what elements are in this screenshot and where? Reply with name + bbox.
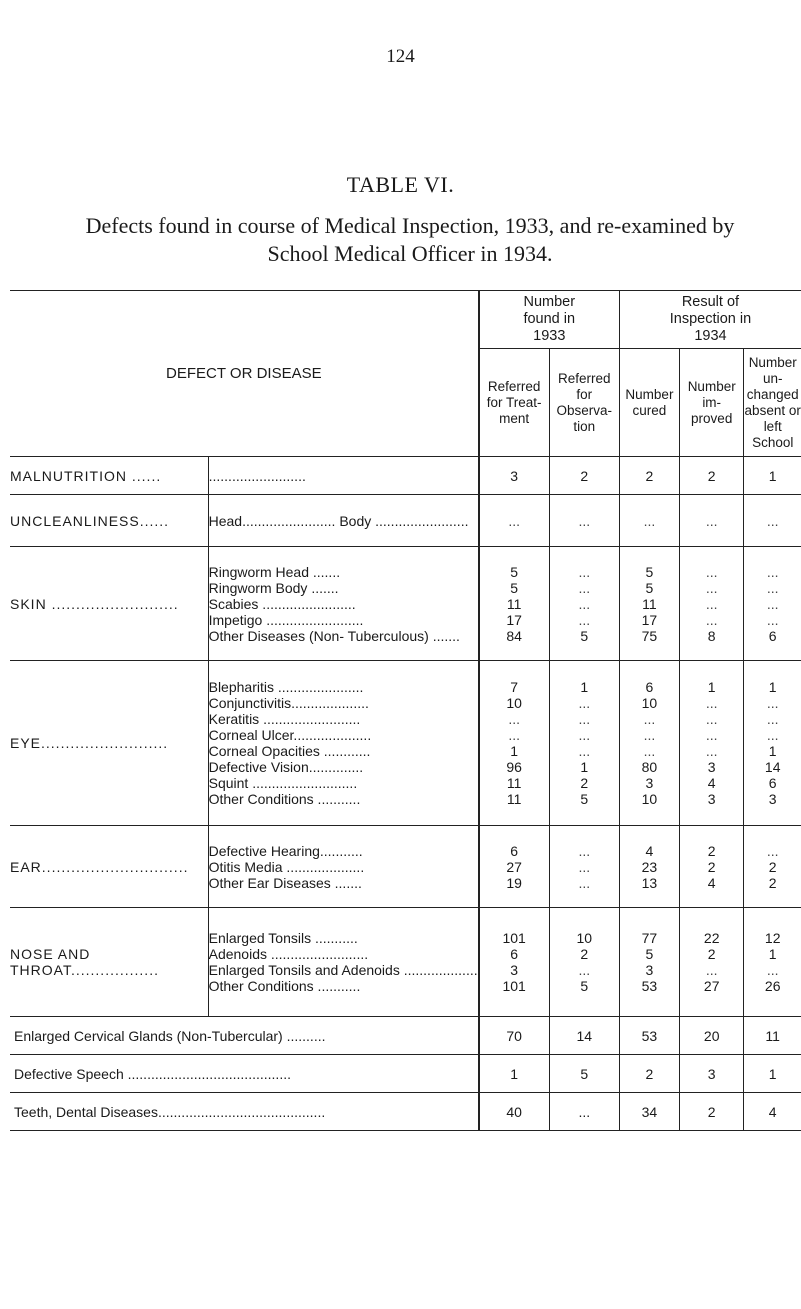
- header-number-cured: Number cured: [619, 349, 679, 457]
- value-cell: 22: [703, 930, 720, 946]
- value-column-0: [479, 495, 550, 547]
- value-column-3: [679, 908, 743, 1017]
- defect-label: Otitis Media ....................: [208, 858, 365, 875]
- value-cell: 11: [506, 791, 522, 807]
- value-cell: 20: [679, 1017, 743, 1055]
- value-cell: 17: [641, 611, 658, 628]
- value-cell: ...: [643, 711, 656, 727]
- section-row: [10, 908, 801, 1017]
- section-row: [10, 495, 801, 547]
- value-column-0: [479, 826, 550, 908]
- defect-label: Ringworm Head .......: [208, 563, 341, 580]
- value-cell: 2: [645, 467, 654, 484]
- value-cell: ...: [766, 727, 779, 743]
- defect-labels: [208, 826, 479, 908]
- defect-label: Squint ...........................: [208, 775, 358, 791]
- value-cell: 3: [510, 467, 519, 484]
- value-column-2: [619, 547, 679, 661]
- value-cell: 26: [764, 978, 781, 994]
- value-cell: 101: [502, 978, 526, 994]
- header-number-improved: Number im- proved: [679, 349, 743, 457]
- value-cell: ...: [705, 579, 718, 596]
- full-row-label: Enlarged Cervical Glands (Non-Tubercular) ..........: [10, 1017, 479, 1055]
- value-cell: ...: [705, 695, 718, 711]
- value-cell: 3: [645, 775, 654, 791]
- value-cell: ...: [578, 743, 591, 759]
- value-cell: ...: [578, 874, 591, 891]
- defect-label: Impetigo .........................: [208, 611, 364, 628]
- value-cell: 40: [479, 1093, 550, 1131]
- value-cell: 2: [580, 467, 589, 484]
- value-column-1: [549, 661, 619, 826]
- value-cell: 14: [764, 759, 781, 775]
- section-name: EYE..........................: [10, 661, 208, 826]
- value-cell: ...: [578, 611, 591, 628]
- value-cell: ...: [578, 579, 591, 596]
- defect-label: Adenoids .........................: [208, 946, 369, 962]
- value-cell: 101: [502, 930, 526, 946]
- value-cell: 70: [479, 1017, 550, 1055]
- value-column-4: [744, 457, 801, 495]
- value-cell: 75: [641, 627, 658, 644]
- value-cell: 2: [707, 946, 716, 962]
- value-cell: 3: [645, 962, 654, 978]
- defect-label: Enlarged Tonsils and Adenoids ...................: [208, 962, 478, 978]
- value-cell: 5: [645, 579, 654, 596]
- section-name: EAR..............................: [10, 826, 208, 908]
- value-cell: ...: [705, 611, 718, 628]
- header-defect-column: DEFECT OR DISEASE: [10, 291, 479, 457]
- value-cell: 3: [707, 791, 716, 807]
- value-cell: 11: [642, 595, 657, 612]
- value-cell: 4: [744, 1093, 801, 1131]
- value-cell: 84: [506, 627, 522, 644]
- value-cell: 2: [679, 1093, 743, 1131]
- value-column-4: [744, 826, 801, 908]
- section-row: [10, 661, 801, 826]
- value-cell: 1: [768, 946, 777, 962]
- value-cell: ...: [705, 711, 718, 727]
- value-cell: ...: [705, 962, 718, 978]
- section-name: SKIN ..........................: [10, 547, 208, 661]
- value-cell: 34: [619, 1093, 679, 1131]
- value-cell: 23: [641, 858, 658, 875]
- value-cell: 13: [641, 874, 658, 891]
- full-row: [10, 1055, 801, 1093]
- value-cell: 3: [510, 962, 519, 978]
- value-cell: ...: [766, 595, 779, 612]
- value-cell: 10: [576, 930, 593, 946]
- value-cell: ...: [578, 962, 591, 978]
- value-cell: 1: [707, 679, 716, 695]
- defect-label: .........................: [208, 467, 306, 484]
- header-result: Result of Inspection in 1934: [619, 291, 801, 349]
- full-row-label: Defective Speech ..........................................: [10, 1055, 479, 1093]
- defect-label: Corneal Ulcer....................: [208, 727, 372, 743]
- header-number-found: Number found in 1933: [479, 291, 620, 349]
- value-column-2: [619, 457, 679, 495]
- value-cell: 6: [510, 946, 519, 962]
- value-cell: ...: [766, 611, 779, 628]
- value-cell: 27: [506, 858, 522, 875]
- value-column-4: [744, 661, 801, 826]
- value-cell: ...: [578, 711, 591, 727]
- value-cell: 10: [506, 695, 522, 711]
- full-row: [10, 1093, 801, 1131]
- value-column-3: [679, 495, 743, 547]
- value-cell: ...: [578, 563, 591, 580]
- value-cell: 19: [506, 874, 522, 891]
- value-cell: ...: [508, 727, 520, 743]
- value-cell: ...: [578, 595, 591, 612]
- value-cell: ...: [578, 858, 591, 875]
- table-subtitle: Defects found in course of Medical Inspection, 1933, and re-examined by School Medical Officer in 1934.: [85, 213, 735, 266]
- value-cell: 2: [619, 1055, 679, 1093]
- value-cell: 6: [768, 775, 777, 791]
- section-name: MALNUTRITION ......: [10, 457, 208, 495]
- value-cell: 6: [768, 627, 777, 644]
- value-column-0: [479, 457, 550, 495]
- value-cell: 2: [707, 858, 716, 875]
- defect-labels: [208, 908, 479, 1017]
- value-cell: ...: [705, 727, 718, 743]
- defect-label: Conjunctivitis....................: [208, 695, 369, 711]
- defect-label: Scabies ........................: [208, 595, 356, 612]
- value-cell: 8: [707, 627, 716, 644]
- value-cell: ...: [578, 695, 591, 711]
- value-cell: 3: [707, 759, 716, 775]
- value-cell: 96: [506, 759, 522, 775]
- value-cell: 4: [707, 874, 716, 891]
- page-number: 124: [386, 46, 415, 67]
- value-cell: ...: [766, 711, 779, 727]
- header-referred-treatment: Referred for Treat- ment: [479, 349, 550, 457]
- defect-label: Head........................ Body ........................: [208, 512, 469, 529]
- value-cell: 77: [641, 930, 658, 946]
- value-cell: ...: [705, 512, 718, 529]
- defect-labels: [208, 661, 479, 826]
- value-column-3: [679, 826, 743, 908]
- value-cell: ...: [705, 595, 718, 612]
- full-row: [10, 1017, 801, 1055]
- value-cell: 5: [549, 1055, 619, 1093]
- value-cell: ...: [766, 512, 779, 529]
- value-cell: 2: [707, 842, 716, 859]
- defect-labels: [208, 457, 479, 495]
- value-column-1: [549, 547, 619, 661]
- value-cell: ...: [766, 695, 779, 711]
- value-column-3: [679, 457, 743, 495]
- value-cell: 2: [580, 775, 589, 791]
- defect-label: Defective Vision..............: [208, 759, 364, 775]
- value-cell: 12: [764, 930, 781, 946]
- value-cell: 5: [580, 627, 589, 644]
- value-column-4: [744, 908, 801, 1017]
- value-column-1: [549, 908, 619, 1017]
- value-cell: 1: [510, 743, 519, 759]
- value-cell: 5: [645, 946, 654, 962]
- defect-label: Ringworm Body .......: [208, 579, 339, 596]
- defect-label: Keratitis .........................: [208, 711, 361, 727]
- full-row-label: Teeth, Dental Diseases...........................................: [10, 1093, 479, 1131]
- section-name: NOSE AND THROAT..................: [10, 908, 208, 1017]
- value-column-1: [549, 495, 619, 547]
- table-title: TABLE VI.: [346, 172, 455, 197]
- value-cell: 80: [641, 759, 658, 775]
- value-column-4: [744, 547, 801, 661]
- value-cell: 7: [510, 679, 519, 695]
- defect-label: Enlarged Tonsils ...........: [208, 930, 358, 946]
- value-cell: 2: [707, 467, 716, 484]
- value-cell: 4: [707, 775, 716, 791]
- value-cell: ...: [766, 962, 779, 978]
- value-cell: 1: [580, 679, 589, 695]
- value-cell: ...: [508, 711, 520, 727]
- value-cell: 2: [768, 874, 777, 891]
- value-cell: 10: [641, 791, 658, 807]
- value-cell: 5: [580, 978, 589, 994]
- value-column-2: [619, 908, 679, 1017]
- defect-label: Other Diseases (Non- Tuberculous) .......: [208, 627, 460, 644]
- value-column-3: [679, 547, 743, 661]
- value-cell: 1: [580, 759, 589, 775]
- section-row: [10, 547, 801, 661]
- value-cell: 5: [645, 563, 654, 580]
- value-column-0: [479, 908, 550, 1017]
- value-cell: ...: [578, 842, 591, 859]
- value-column-2: [619, 495, 679, 547]
- value-column-3: [679, 661, 743, 826]
- value-cell: 3: [768, 791, 777, 807]
- value-cell: 4: [645, 842, 654, 859]
- value-cell: ...: [643, 727, 656, 743]
- defect-labels: [208, 547, 479, 661]
- header-referred-observation: Referred for Observa- tion: [549, 349, 619, 457]
- defect-label: Other Conditions ...........: [208, 978, 361, 994]
- value-cell: 1: [768, 467, 777, 484]
- value-cell: 53: [641, 978, 658, 994]
- value-cell: ...: [705, 563, 718, 580]
- value-cell: ...: [578, 512, 591, 529]
- value-cell: 53: [619, 1017, 679, 1055]
- value-cell: 27: [703, 978, 720, 994]
- value-cell: 10: [641, 695, 658, 711]
- value-cell: 2: [580, 946, 589, 962]
- value-cell: 5: [580, 791, 589, 807]
- defect-label: Corneal Opacities ............: [208, 743, 371, 759]
- value-column-4: [744, 495, 801, 547]
- value-cell: ...: [766, 579, 779, 596]
- value-column-2: [619, 826, 679, 908]
- value-cell: 5: [510, 579, 519, 596]
- section-row: [10, 457, 801, 495]
- value-cell: ...: [643, 743, 656, 759]
- defects-table: [10, 290, 801, 1131]
- value-column-2: [619, 661, 679, 826]
- value-cell: 11: [506, 595, 522, 612]
- value-cell: 1: [744, 1055, 801, 1093]
- value-cell: 11: [744, 1017, 801, 1055]
- value-cell: 2: [768, 858, 777, 875]
- defect-label: Defective Hearing...........: [208, 842, 363, 859]
- value-cell: 11: [506, 775, 522, 791]
- value-column-0: [479, 661, 550, 826]
- value-cell: ...: [643, 512, 656, 529]
- value-cell: 6: [645, 679, 654, 695]
- value-column-0: [479, 547, 550, 661]
- defect-labels: [208, 495, 479, 547]
- value-cell: 3: [679, 1055, 743, 1093]
- value-cell: ...: [766, 842, 779, 859]
- value-cell: 5: [510, 563, 519, 580]
- value-cell: ...: [766, 563, 779, 580]
- value-cell: ...: [705, 743, 718, 759]
- value-cell: 1: [768, 679, 777, 695]
- value-cell: 1: [479, 1055, 550, 1093]
- value-cell: ...: [508, 512, 520, 529]
- defect-label: Blepharitis ......................: [208, 679, 364, 695]
- header-number-unchanged: Number un- changed absent or left School: [744, 349, 801, 457]
- value-cell: ...: [549, 1093, 619, 1131]
- defect-label: Other Conditions ...........: [208, 791, 361, 807]
- value-column-1: [549, 457, 619, 495]
- section-name: UNCLEANLINESS......: [10, 495, 208, 547]
- value-cell: 14: [549, 1017, 619, 1055]
- value-cell: ...: [578, 727, 591, 743]
- defect-label: Other Ear Diseases .......: [208, 874, 362, 891]
- value-cell: 17: [506, 611, 522, 628]
- value-column-1: [549, 826, 619, 908]
- value-cell: 6: [510, 842, 519, 859]
- value-cell: 1: [768, 743, 777, 759]
- section-row: [10, 826, 801, 908]
